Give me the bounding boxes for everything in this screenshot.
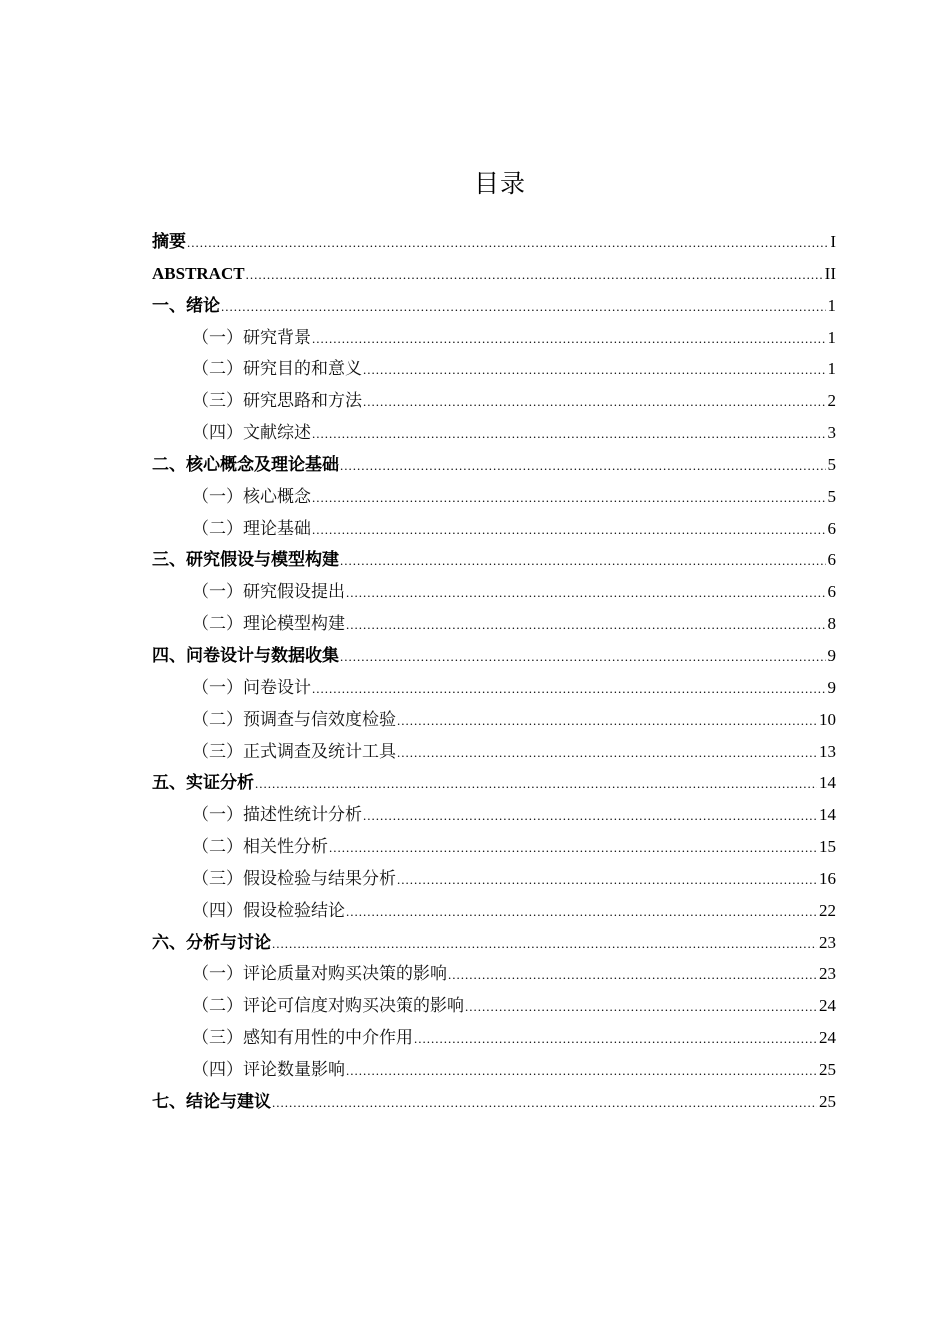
dot-leader <box>346 1055 817 1087</box>
dot-leader <box>340 545 826 577</box>
toc-chapter-entry[interactable] <box>152 767 836 799</box>
dot-leader <box>346 609 826 641</box>
toc-section-entry[interactable] <box>152 799 836 831</box>
dot-leader <box>312 673 826 705</box>
toc-chapter-entry[interactable] <box>152 226 836 258</box>
toc-title: 目录 <box>473 169 526 198</box>
dot-leader <box>187 227 828 259</box>
toc-entry-label: 六、分析与讨论 <box>152 932 271 953</box>
table-of-contents <box>152 226 836 1118</box>
toc-chapter-entry[interactable] <box>152 544 836 576</box>
toc-page-number: 5 <box>827 486 836 506</box>
dot-leader <box>272 1087 817 1119</box>
toc-entry-label: （三）研究思路和方法 <box>192 391 362 412</box>
toc-section-entry[interactable] <box>152 385 836 417</box>
toc-chapter-entry[interactable] <box>152 449 836 481</box>
toc-entry-label: （一）研究假设提出 <box>192 582 345 603</box>
dot-leader <box>346 577 826 609</box>
dot-leader <box>329 832 817 864</box>
toc-section-entry[interactable] <box>152 1054 836 1086</box>
toc-entry-label: （四）假设检验结论 <box>192 900 345 921</box>
toc-page-number: 3 <box>827 423 836 443</box>
dot-leader <box>363 386 826 418</box>
dot-leader <box>340 641 826 673</box>
toc-page-number: 6 <box>827 550 836 570</box>
toc-section-entry[interactable] <box>152 704 836 736</box>
toc-entry-label: （四）文献综述 <box>192 423 311 444</box>
toc-section-entry[interactable] <box>152 322 836 354</box>
dot-leader <box>255 768 817 800</box>
toc-entry-label: （四）评论数量影响 <box>192 1059 345 1080</box>
toc-section-entry[interactable] <box>152 576 836 608</box>
toc-section-entry[interactable] <box>152 672 836 704</box>
dot-leader <box>363 354 826 386</box>
toc-page-number: 23 <box>819 964 836 984</box>
toc-entry-label: 五、实证分析 <box>152 773 254 794</box>
toc-section-entry[interactable] <box>152 513 836 545</box>
toc-section-entry[interactable] <box>152 990 836 1022</box>
toc-page-number: 1 <box>827 295 836 315</box>
toc-page-number: 9 <box>827 677 836 697</box>
toc-page-number: 25 <box>819 1059 836 1079</box>
toc-section-entry[interactable] <box>152 736 836 768</box>
toc-page-number: 6 <box>827 518 836 538</box>
toc-section-entry[interactable] <box>152 958 836 990</box>
dot-leader <box>221 291 826 323</box>
dot-leader <box>397 864 817 896</box>
toc-entry-label: ABSTRACT <box>152 263 245 283</box>
dot-leader <box>272 928 817 960</box>
toc-entry-label: （三）假设检验与结果分析 <box>192 868 396 889</box>
toc-page-number: 5 <box>827 454 836 474</box>
toc-page-number: 14 <box>819 805 836 825</box>
toc-page-number: 9 <box>827 645 836 665</box>
toc-entry-label: 四、问卷设计与数据收集 <box>152 645 339 666</box>
dot-leader <box>448 959 817 991</box>
toc-chapter-entry[interactable] <box>152 1086 836 1118</box>
dot-leader <box>312 418 826 450</box>
toc-page-number: 13 <box>819 741 836 761</box>
toc-entry-label: （二）评论可信度对购买决策的影响 <box>192 996 464 1017</box>
toc-page-number: 1 <box>827 359 836 379</box>
toc-entry-label: （二）理论基础 <box>192 518 311 539</box>
toc-page-number: 8 <box>827 614 836 634</box>
toc-page-number: 14 <box>819 773 836 793</box>
toc-chapter-entry[interactable] <box>152 258 836 290</box>
toc-page-number: II <box>824 263 836 283</box>
toc-section-entry[interactable] <box>152 863 836 895</box>
toc-section-entry[interactable] <box>152 895 836 927</box>
dot-leader <box>246 259 823 291</box>
toc-page-number: 10 <box>819 709 836 729</box>
toc-page-number: 23 <box>819 932 836 952</box>
toc-entry-label: （一）描述性统计分析 <box>192 805 362 826</box>
dot-leader <box>397 737 817 769</box>
toc-page-number: 24 <box>819 1028 836 1048</box>
dot-leader <box>312 482 826 514</box>
toc-entry-label: 一、绪论 <box>152 295 220 316</box>
toc-entry-label: （一）评论质量对购买决策的影响 <box>192 964 447 985</box>
dot-leader <box>312 514 826 546</box>
dot-leader <box>363 800 817 832</box>
toc-page-number: 15 <box>819 837 836 857</box>
dot-leader <box>340 450 826 482</box>
toc-section-entry[interactable] <box>152 1022 836 1054</box>
toc-page-number: I <box>830 232 836 251</box>
toc-chapter-entry[interactable] <box>152 640 836 672</box>
dot-leader <box>346 896 817 928</box>
toc-page-number: 1 <box>827 327 836 347</box>
toc-entry-label: （二）理论模型构建 <box>192 614 345 635</box>
toc-section-entry[interactable] <box>152 353 836 385</box>
toc-page-number: 2 <box>827 391 836 411</box>
toc-entry-label: 三、研究假设与模型构建 <box>152 550 339 571</box>
dot-leader <box>312 323 826 355</box>
toc-entry-label: （一）研究背景 <box>192 327 311 348</box>
toc-chapter-entry[interactable] <box>152 927 836 959</box>
toc-entry-label: （三）感知有用性的中介作用 <box>192 1028 413 1049</box>
toc-entry-label: （三）正式调查及统计工具 <box>192 741 396 762</box>
toc-entry-label: 二、核心概念及理论基础 <box>152 454 339 475</box>
toc-page-number: 16 <box>819 868 836 888</box>
toc-section-entry[interactable] <box>152 608 836 640</box>
toc-entry-label: （二）相关性分析 <box>192 837 328 858</box>
toc-entry-label: （一）问卷设计 <box>192 677 311 698</box>
dot-leader <box>414 1023 817 1055</box>
toc-entry-label: （二）预调查与信效度检验 <box>192 709 396 730</box>
dot-leader <box>397 705 817 737</box>
toc-entry-label: （二）研究目的和意义 <box>192 359 362 380</box>
toc-entry-label: （一）核心概念 <box>192 486 311 507</box>
toc-section-entry[interactable] <box>152 417 836 449</box>
toc-entry-label: 摘要 <box>152 232 186 252</box>
toc-page-number: 22 <box>819 900 836 920</box>
toc-section-entry[interactable] <box>152 481 836 513</box>
toc-page-number: 6 <box>827 582 836 602</box>
toc-entry-label: 七、结论与建议 <box>152 1091 271 1112</box>
toc-section-entry[interactable] <box>152 831 836 863</box>
toc-page-number: 24 <box>819 996 836 1016</box>
dot-leader <box>465 991 817 1023</box>
toc-chapter-entry[interactable] <box>152 290 836 322</box>
toc-page-number: 25 <box>819 1091 836 1111</box>
